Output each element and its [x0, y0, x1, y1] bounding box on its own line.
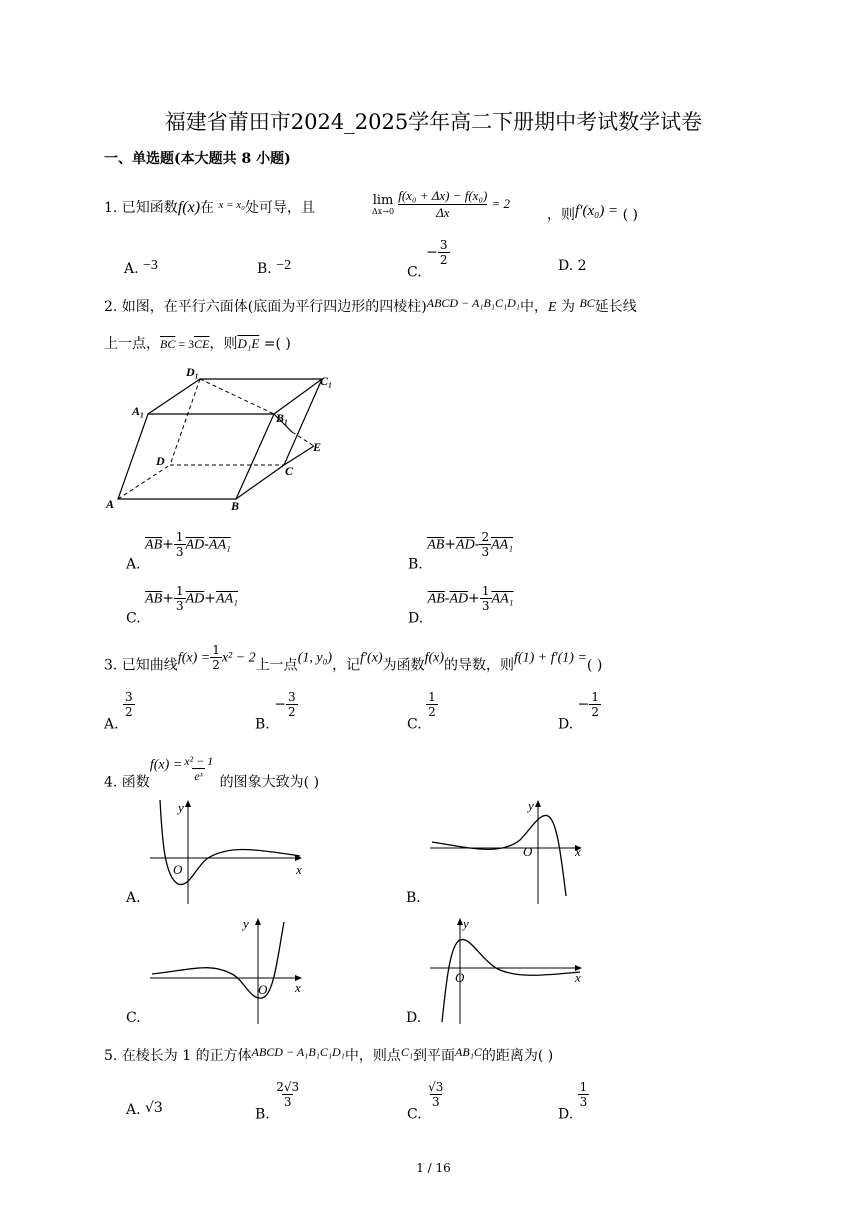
q5-text-b: 中，则点	[344, 1048, 401, 1064]
frac-num: 1	[579, 1080, 588, 1094]
vec-aa1: AA₁	[491, 537, 514, 553]
page-number: 1 / 16	[416, 1161, 451, 1175]
x-label: x	[575, 844, 581, 859]
q5-text-d: 的距离为( )	[481, 1048, 554, 1064]
q2-bc: BC	[579, 296, 595, 310]
q3-sum: f(1) + f′(1) =	[514, 650, 587, 666]
opt-value: 2	[577, 258, 587, 274]
q2-line1b: 中，	[519, 299, 548, 315]
question-1	[104, 197, 315, 217]
frac-num: x² − 1	[184, 754, 214, 768]
opt-label: C.	[126, 610, 141, 627]
vec-ad: $\overline{AD}$	[456, 537, 475, 553]
op: +	[444, 536, 457, 553]
q2-e: E	[547, 300, 557, 315]
lim-denominator: Δx	[398, 204, 487, 221]
label-b: B	[231, 499, 240, 513]
opt-label: C.	[407, 1106, 422, 1123]
q2-line-2	[104, 333, 291, 353]
frac-den: eˣ	[194, 769, 204, 783]
label-c: C	[285, 464, 294, 478]
frac-den: 3	[175, 545, 184, 559]
opt-sign: −	[426, 244, 438, 261]
op: +	[162, 590, 174, 607]
question-3	[104, 643, 602, 675]
q2-option-c[interactable]	[126, 584, 238, 627]
vector-d1e: D₁E	[237, 336, 260, 351]
opt-label: C.	[407, 264, 422, 281]
q3-text-d: 为函数	[382, 657, 425, 674]
q2-line2a: 上一点，	[104, 336, 160, 352]
frac-num: 3	[125, 690, 133, 704]
q5-option-a[interactable]	[126, 1100, 163, 1118]
q1-option-c[interactable]	[407, 238, 450, 281]
q3-blank: ( )	[586, 657, 603, 674]
opt-label: D.	[558, 716, 574, 733]
q2-option-a[interactable]	[126, 530, 231, 573]
q1-blank: ( )	[622, 207, 639, 223]
vec-aa1: AA₁	[491, 591, 514, 607]
q1-text-c: 处可导，且	[244, 200, 315, 216]
origin-label: O	[455, 970, 465, 985]
question-5	[104, 1045, 553, 1065]
lim-numerator: f(x₀ + Δx) − f(x₀)	[398, 188, 488, 203]
label-a1: A₁	[132, 404, 145, 418]
op: -	[474, 536, 480, 553]
opt-label: B.	[255, 1106, 270, 1123]
frac-num: 2√3	[276, 1080, 300, 1094]
q3-option-c[interactable]	[407, 690, 438, 733]
frac-num: 1	[428, 690, 436, 704]
y-label: y	[528, 798, 534, 813]
origin-label: O	[523, 844, 533, 859]
parallelepiped-figure	[104, 362, 344, 520]
op: -	[444, 590, 450, 607]
frac-num: 1	[175, 584, 184, 598]
question-4	[104, 754, 319, 792]
opt-label: B.	[408, 556, 423, 573]
q5-solid: ABCD − A₁B₁C₁D₁	[251, 1045, 345, 1059]
label-a: A	[106, 497, 115, 511]
q1-fx: f(x)	[177, 199, 201, 216]
op: +	[468, 590, 480, 607]
frac-den: 2	[439, 253, 448, 267]
q1-text: 1. 已知函数	[104, 200, 178, 216]
q3-point: (1, y₀)	[297, 650, 333, 666]
vec-aa1: AA₁	[216, 591, 238, 607]
frac-den: 2	[591, 705, 600, 719]
q2-line2c: =( )	[259, 336, 291, 352]
q3-text-e: 的导数，则	[444, 657, 515, 674]
x-label: x	[575, 970, 581, 985]
op: +	[204, 590, 217, 607]
frac-den: 3	[481, 599, 490, 613]
q2-solid: ABCD − A₁B₁C₁D₁	[426, 296, 520, 310]
q5-text-c: 到平面	[413, 1048, 456, 1064]
label-d1: D₁	[186, 365, 199, 379]
q2-line1d: 延长线	[594, 299, 637, 315]
q2-line1c: 为	[560, 299, 575, 315]
vector-ce: $\overline{CE}$	[194, 337, 210, 351]
q4-text: 4. 函数	[104, 774, 150, 791]
frac-den: 3	[579, 1095, 588, 1109]
q3-text-c: ，记	[332, 657, 361, 674]
frac-num: 2	[481, 530, 490, 544]
vec-ab: $\overline{AB}$	[427, 537, 445, 553]
q5-option-b[interactable]	[255, 1080, 301, 1123]
opt-label: A.	[126, 1102, 141, 1118]
frac-den: 2	[212, 658, 220, 672]
op: -	[204, 536, 209, 553]
frac-num: 3	[439, 238, 448, 252]
opt-label: D.	[558, 1106, 574, 1123]
x-label: x	[296, 862, 302, 877]
q2-line2b: ，则	[209, 336, 238, 352]
section-heading: 一、单选题(本大题共 8 小题)	[104, 151, 291, 167]
q1-option-a[interactable]	[124, 258, 158, 277]
opt-label: B.	[255, 716, 270, 733]
origin-label: O	[258, 982, 268, 997]
graph-c	[150, 914, 310, 1026]
q3-curve: f(x) =	[177, 650, 211, 666]
frac-den: 2	[287, 705, 296, 719]
q4-text-b: 的图象大致为( )	[219, 774, 320, 791]
frac-num: 1	[481, 584, 490, 598]
q1-fprime: f′(x₀) =	[575, 203, 619, 219]
vec-ad: $\overline{AD}$	[449, 591, 469, 607]
vec-ab: $\overline{AB}$	[145, 537, 163, 553]
frac-den: 3	[175, 599, 184, 613]
q4-option-b[interactable]: B.	[406, 890, 421, 906]
q3-fp: f′(x)	[360, 650, 383, 666]
q1-option-b[interactable]	[257, 258, 291, 277]
q5-option-d[interactable]	[558, 1080, 589, 1123]
label-b1: B₁	[276, 411, 289, 425]
vec-ab: $\overline{AB}$	[145, 591, 163, 607]
opt-label: D.	[558, 258, 574, 274]
opt-label: A.	[126, 556, 141, 573]
x-label: x	[295, 980, 301, 995]
question-2	[104, 296, 637, 316]
origin-label: O	[173, 862, 183, 877]
q5-c1: C₁	[400, 1045, 414, 1059]
q3-fx: f(x)	[424, 650, 445, 666]
vec-ab: $\overline{AB}$	[427, 591, 445, 607]
q1-x-eq: x = x₀	[218, 199, 245, 211]
graph-b	[430, 796, 590, 904]
frac-den: 3	[283, 1095, 292, 1109]
q1-text-b: 在	[200, 200, 215, 216]
frac-num: 1	[591, 690, 600, 704]
q3-curve-b: x² − 2	[221, 650, 256, 666]
y-label: y	[243, 916, 249, 931]
q3-text-b: 上一点	[255, 657, 298, 674]
q5-option-c[interactable]	[407, 1080, 445, 1123]
q5-text: 5. 在棱长为 1 的正方体	[104, 1048, 252, 1064]
graph-a	[150, 796, 310, 904]
opt-label: C.	[407, 716, 422, 733]
opt-sign: −	[577, 696, 590, 713]
opt-label: A.	[124, 261, 139, 277]
label-d: D	[156, 454, 165, 468]
q4-option-a[interactable]: A.	[126, 890, 141, 906]
op: +	[162, 536, 174, 553]
y-label: y	[463, 916, 469, 931]
lim-sub: Δx→0	[372, 207, 395, 216]
vec-ad: $\overline{AD}$	[185, 537, 205, 553]
frac-den: 2	[125, 705, 133, 719]
q3-text: 3. 已知曲线	[104, 657, 178, 674]
q2-eq: = 3	[175, 337, 195, 351]
q2-option-d[interactable]	[408, 584, 514, 627]
page-title: 福建省莆田市2024_2025学年高二下册期中考试数学试卷	[164, 110, 703, 134]
vec-aa1: AA₁	[208, 537, 231, 553]
opt-value: −3	[143, 258, 158, 273]
q2-line1: 2. 如图，在平行六面体(底面为平行四边形的四棱柱)	[104, 299, 427, 315]
q2-option-b[interactable]	[408, 530, 513, 573]
q1-limit	[372, 188, 510, 221]
opt-value: −2	[276, 258, 292, 273]
q3-option-d[interactable]	[558, 690, 601, 733]
q3-option-a[interactable]	[104, 690, 135, 733]
vector-bc: $\overline{BC}$	[160, 337, 176, 351]
q1-text-d: ，则	[547, 207, 575, 223]
lim-eq: = 2	[491, 196, 510, 211]
opt-value: √3	[145, 1100, 163, 1116]
frac-num: 1	[175, 530, 184, 544]
q1-tail	[547, 203, 638, 224]
opt-label: D.	[408, 610, 424, 627]
opt-sign: −	[274, 696, 286, 713]
lim-text: lim	[372, 193, 394, 208]
q4-option-d[interactable]: D.	[406, 1010, 422, 1026]
frac-num: √3	[428, 1080, 444, 1094]
frac-num: 3	[287, 690, 296, 704]
frac-den: 2	[428, 705, 436, 719]
label-c1: C₁	[320, 374, 333, 388]
q1-option-d[interactable]	[558, 258, 587, 274]
opt-label: B.	[257, 261, 272, 277]
frac-den: 3	[481, 545, 490, 559]
q4-fx: f(x) =	[149, 757, 183, 773]
vec-ad: $\overline{AD}$	[185, 591, 205, 607]
label-e: E	[313, 440, 322, 454]
graph-d	[430, 914, 590, 1026]
opt-label: A.	[104, 716, 119, 733]
q3-option-b[interactable]	[255, 690, 298, 733]
frac-den: 3	[431, 1095, 440, 1109]
y-label: y	[178, 800, 184, 815]
q4-option-c[interactable]: C.	[126, 1010, 141, 1026]
frac-num: 1	[212, 643, 220, 657]
q5-plane: AB₁C	[455, 1045, 482, 1059]
